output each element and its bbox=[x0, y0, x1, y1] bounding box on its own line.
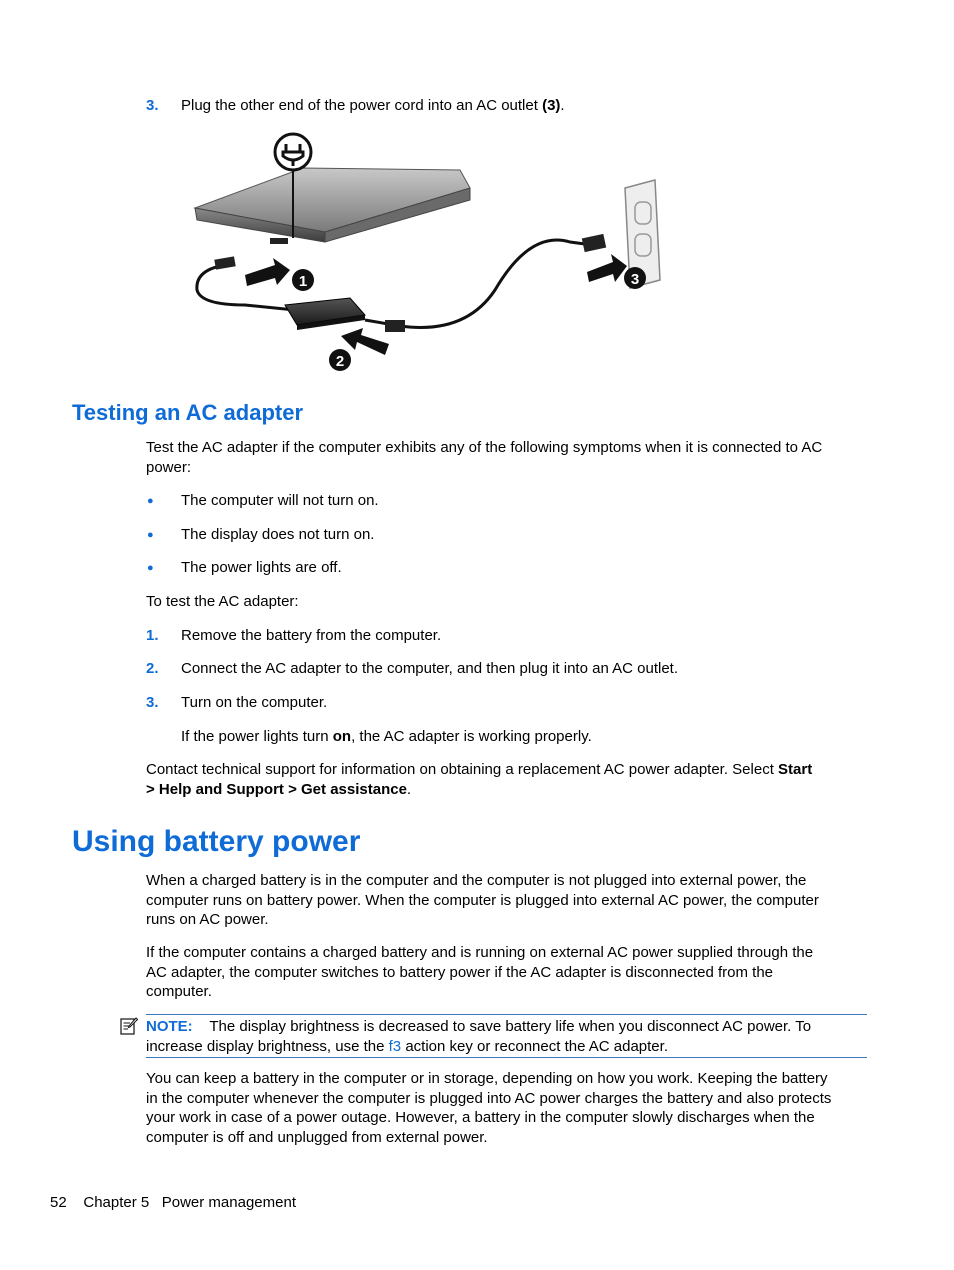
step-text: Plug the other end of the power cord into an AC outlet (3). bbox=[181, 97, 565, 114]
svg-text:3: 3 bbox=[630, 271, 640, 288]
to-test-label: To test the AC adapter: bbox=[146, 593, 299, 610]
step-text: Turn on the computer. bbox=[181, 694, 328, 711]
step-number: 1. bbox=[146, 627, 159, 644]
laptop-illustration bbox=[195, 168, 470, 244]
page-footer bbox=[50, 1193, 296, 1213]
step-text: Connect the AC adapter to the computer, and then plug it into an AC outlet. bbox=[181, 660, 678, 677]
section-heading-battery: Using battery power bbox=[72, 825, 361, 858]
svg-text:2: 2 bbox=[335, 353, 345, 370]
ac-adapter-connection-figure bbox=[185, 130, 665, 376]
arrow-2 bbox=[341, 328, 389, 355]
ac-adapter-brick bbox=[285, 298, 365, 330]
battery-paragraph-1: When a charged battery is in the computer and the computer is not plugged into external power, the computer runs on battery power. When the computer is plugged into external AC power, the computer runs on AC power. bbox=[146, 872, 819, 928]
contact-support-paragraph: Contact technical support for information on obtaining a replacement AC power adapter. Select Start > Help and Support > Get assistance. bbox=[146, 761, 813, 798]
step-number: 3. bbox=[146, 97, 159, 114]
section-heading-testing: Testing an AC adapter bbox=[72, 400, 304, 425]
note-label: NOTE: bbox=[146, 1018, 193, 1035]
bullet-item: The computer will not turn on. bbox=[181, 492, 379, 509]
arrow-1 bbox=[245, 258, 290, 286]
f3-key-link[interactable]: f3 bbox=[388, 1037, 402, 1055]
testing-intro: Test the AC adapter if the computer exhibits any of the following symptoms when it is connected to AC power: bbox=[146, 439, 823, 476]
arrow-3 bbox=[587, 254, 627, 282]
bullet-icon: ● bbox=[147, 529, 154, 541]
callout-2 bbox=[329, 349, 351, 371]
step-result: If the power lights turn on, the AC adapter is working properly. bbox=[181, 728, 592, 745]
callout-3 bbox=[624, 267, 646, 289]
battery-paragraph-2: If the computer contains a charged battery and is running on external AC power supplied through the AC adapter, the computer switches to battery power if the AC adapter is disconnected from the computer. bbox=[146, 944, 814, 1000]
bullet-item: The display does not turn on. bbox=[181, 526, 375, 543]
chapter-title: Power management bbox=[161, 1194, 296, 1211]
bullet-icon: ● bbox=[147, 562, 154, 574]
step-number: 2. bbox=[146, 660, 159, 677]
chapter-label: Chapter 5 bbox=[83, 1194, 150, 1211]
battery-paragraph-3: You can keep a battery in the computer or in storage, depending on how you work. Keeping the battery in the computer whenever the computer is plugged into AC power charges the battery and also protects your work in case of a power outage. However, a battery in the computer slowly discharges when the computer is off and unplugged from external power. bbox=[146, 1070, 832, 1146]
bullet-icon: ● bbox=[147, 495, 154, 507]
note-icon bbox=[120, 1017, 138, 1035]
bullet-item: The power lights are off. bbox=[181, 559, 342, 576]
step-text: Remove the battery from the computer. bbox=[181, 627, 442, 644]
page-number: 52 bbox=[50, 1194, 67, 1211]
step-number: 3. bbox=[146, 694, 159, 711]
note-box: NOTE: The display brightness is decreased to save battery life when you disconnect AC power. To increase display brightness, use the f3 action key or reconnect the AC adapter. bbox=[146, 1014, 867, 1058]
svg-text:1: 1 bbox=[298, 273, 308, 290]
callout-1 bbox=[292, 269, 314, 291]
